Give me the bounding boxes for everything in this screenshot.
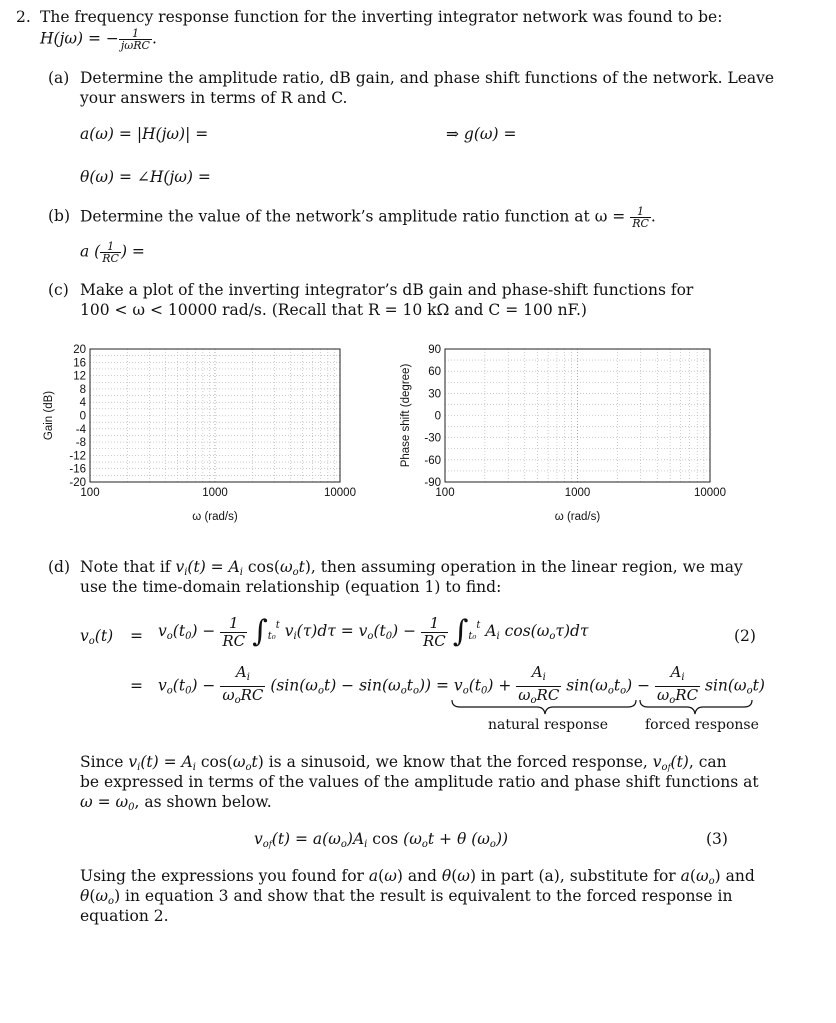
para1-line1: Since $v_i(t) = A_i$ $\cos(\omega_ot)$ is a sinusoid, we know that the forced response, $v_{of}(t)$, can (80, 753, 727, 773)
phase-y-tick-label: -60 (424, 454, 441, 467)
natural-response-label: natural response (488, 717, 609, 733)
gain-y-axis-label: Gain (dB) (43, 390, 55, 441)
amplitude-ratio-equation: a(ω) = |H(jω)| = (80, 125, 209, 143)
phase-y-tick-label: -30 (424, 432, 441, 445)
part-a-text-line1: Determine the amplitude ratio, dB gain, and phase shift functions of the network. Leave (80, 69, 775, 87)
natural-response-brace (452, 700, 636, 714)
eq2-line1: $v_o(t)$ (80, 627, 114, 647)
eq2-eq-sign2: = (130, 677, 143, 695)
gain-y-tick-label: 16 (73, 357, 86, 370)
para1-line2: be expressed in terms of the values of the amplitude ratio and phase shift functions at (80, 773, 759, 791)
gain-y-tick-label: 12 (73, 370, 86, 383)
gain-y-tick-label: -8 (75, 437, 86, 450)
phase-x-tick-label: 10000 (694, 487, 726, 499)
transfer-function-lhs: H(jω) = − (40, 29, 119, 48)
para1-line3: $\omega = \omega_0$, as shown below. (80, 793, 272, 813)
gain-y-tick-label: -20 (69, 477, 86, 489)
gain-y-tick-label: 8 (79, 383, 86, 396)
gain-y-tick-label: -12 (69, 450, 86, 463)
phase-y-tick-label: 0 (434, 410, 441, 423)
gain-y-tick-label: 0 (79, 410, 86, 423)
phase-shift-equation: θ(ω) = ∠H(jω) = (80, 168, 211, 186)
eq2-number: (2) (734, 627, 756, 645)
gain-y-tick-label: 4 (79, 397, 86, 410)
problem-intro: The frequency response function for the inverting integrator network was found to be: (40, 8, 723, 26)
transfer-function: H(jω) = − $\frac{1}{\text{jωRC}}$ . (40, 27, 157, 52)
forced-response-brace (640, 700, 752, 714)
part-b-fraction: $\frac{1}{RC}$ (632, 205, 649, 230)
para2-line2: $\theta(\omega_o)$ in equation 3 and show that the result is equivalent to the forced response in (80, 887, 733, 907)
part-d-text-line2: use the time-domain relationship (equation 1) to find: (80, 578, 502, 596)
problem-number: 2. (16, 8, 31, 26)
part-a-text-line2: your answers in terms of R and C. (80, 89, 348, 107)
part-d-label: (d) (48, 558, 71, 576)
part-b-text: Determine the value of the network’s amplitude ratio function at ω = $\frac{1}{RC}$ . (80, 205, 656, 230)
eq2-eq-sign1: = (130, 627, 143, 645)
gain-y-tick-label: -16 (69, 463, 86, 476)
part-b-label: (b) (48, 207, 71, 225)
gain-x-tick-label: 1000 (202, 487, 228, 499)
phase-y-tick-label: -90 (424, 477, 441, 489)
phase-x-tick-label: 1000 (564, 487, 591, 499)
phase-y-axis-label: Phase shift (degree) (400, 363, 412, 468)
eq3-number: (3) (706, 830, 728, 848)
phase-y-tick-label: 30 (428, 388, 441, 401)
gain-x-axis-label: ω (rad/s) (192, 511, 238, 523)
eq3: $v_{of}(t) = a(\omega_o)A_i$ $\cos (\omega_ot + \theta$ $(\omega_o)$) (254, 830, 509, 850)
phase-y-tick-label: 90 (428, 344, 441, 356)
part-d-text-line1: Note that if $v_i(t) = A_i$ $\cos(\omega_ot)$, then assuming operation in the linear region, we may (80, 558, 743, 578)
para2-line1: Using the expressions you found for a(ω) and θ(ω) in part (a), substitute for $a(\omega_o)$ and (80, 867, 755, 887)
eq2-rhs2: $v_o(t_0)$ − $\frac{A_i}{\omega_oRC}$ $(\sin(\omega_ot) - \sin(\omega_ot_o)) = v_o(t_0)$ + $\frac{A_i}{\omega_oRC}$ $\sin(\omega_ot_o)$ − $\frac{A_i}{\omega_oRC}$ $\sin(\omega_ot)$ (158, 663, 765, 706)
gain-x-tick-label: 100 (80, 487, 100, 499)
db-gain-equation: ⇒ g(ω) = (446, 125, 517, 143)
gain-y-tick-label: 20 (73, 344, 86, 356)
gain-plot (0, 340, 836, 540)
part-b-equation: a ( $\frac{1}{RC}$ ) = (80, 240, 145, 265)
phase-y-tick-label: 60 (428, 366, 441, 379)
gain-x-tick-label: 10000 (324, 487, 356, 499)
part-c-text-line2: 100 < ω < 10000 rad/s. (Recall that R = 10 kΩ and C = 100 nF.) (80, 301, 587, 319)
phase-x-tick-label: 100 (435, 487, 455, 499)
part-c-label: (c) (48, 281, 69, 299)
transfer-function-fraction: $\frac{1}{\text{jωRC}}$ (120, 27, 150, 52)
part-a-label: (a) (48, 69, 70, 87)
phase-x-axis-label: ω (rad/s) (554, 511, 601, 523)
eq2-rhs1: $v_o(t_0)$ − $\frac{1}{RC}$ $\int_{t_0}^t$ $v_i(\tau)d\tau = v_o(t_0)$ − $\frac{1}{RC}$ $\int_{t_0}^t$ $A_i$ $\cos(\omega_o\tau)d\tau$ (158, 613, 589, 650)
forced-response-label: forced response (645, 717, 759, 733)
para2-line3: equation 2. (80, 907, 169, 925)
gain-y-tick-label: -4 (75, 423, 86, 436)
part-c-text-line1: Make a plot of the inverting integrator’s dB gain and phase-shift functions for (80, 281, 694, 299)
